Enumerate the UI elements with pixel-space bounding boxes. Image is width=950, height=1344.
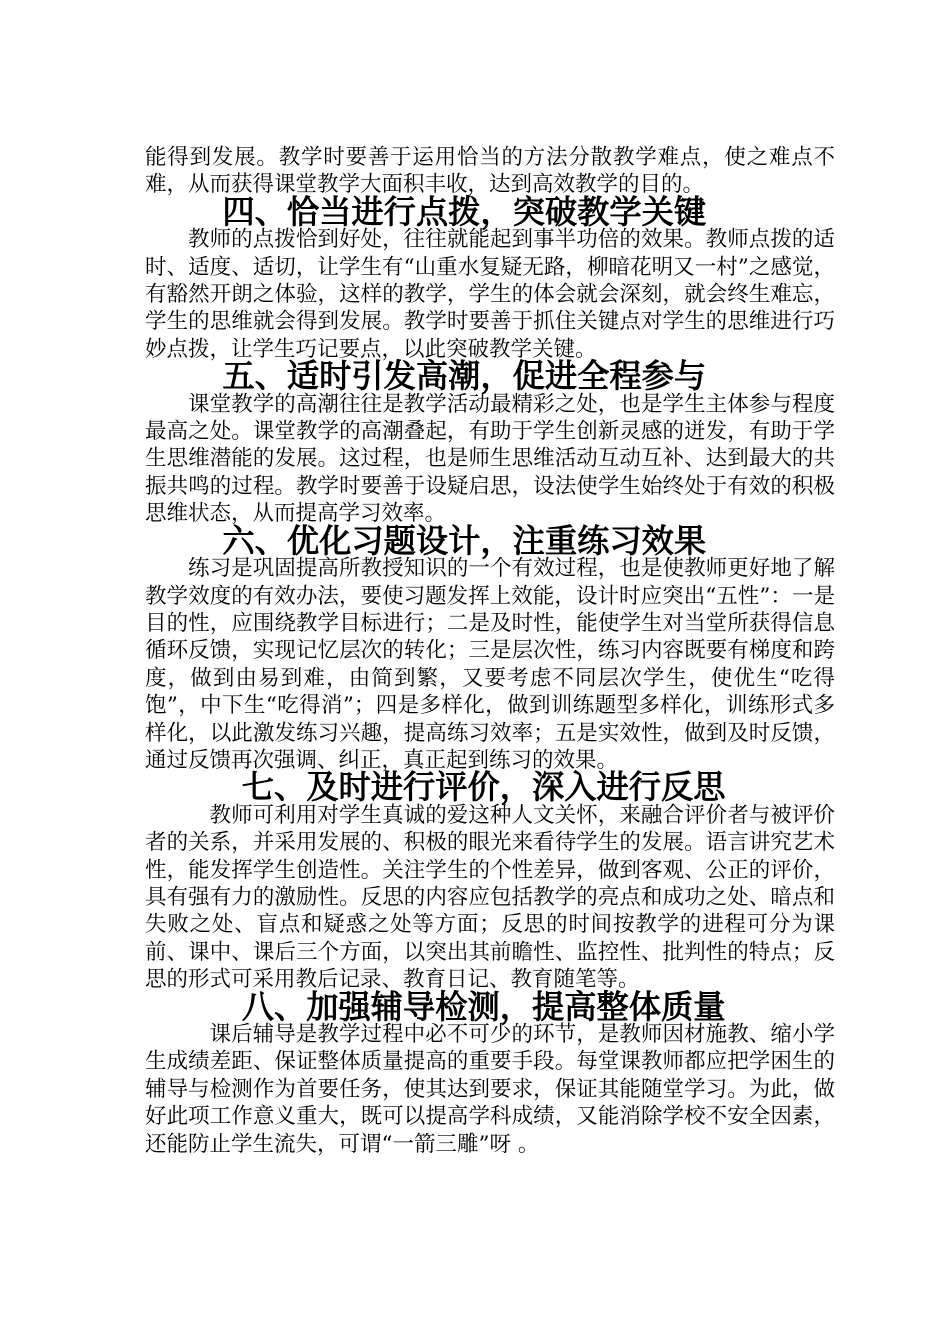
section-heading-6: 六、优化习题设计，注重练习效果 xyxy=(222,521,707,560)
section-heading-7: 七、及时进行评价，深入进行反思 xyxy=(241,768,726,807)
section-heading-8: 八、加强辅导检测，提高整体质量 xyxy=(241,987,726,1026)
section-body-6: 练习是巩固提高所教授知识的一个有效过程，也是使教师更好地了解教学效度的有效办法，要使习题发挥上效能，设计时应突出“五性”：一是目的性，应围绕教学目标进行；二是及时性，能使学生对当堂所获得信息循环反馈，实现记忆层次的转化；三是层次性，练习内容既要有梯度和跨度，做到由易到难，由简到繁，又要考虑不同层次学生，使优生“吃得饱”，中下生“吃得消”；四是多样化，做到训练题型多样化，训练形式多样化，以此激发练习兴趣，提高练习效率；五是实效性，做到及时反馈，通过反馈再次强调、纠正，真正起到练习的效果。 xyxy=(145,556,835,773)
section-body-7: 教师可利用对学生真诚的爱这种人文关怀，来融合评价者与被评价者的关系，并采用发展的、积极的眼光来看待学生的发展。语言讲究艺术性，能发挥学生创造性。关注学生的个性差异，做到客观、公正的评价，具有强有力的激励性。反思的内容应包括教学的亮点和成功之处、暗点和失败之处、盲点和疑惑之处等方面；反思的时间按教学的进程可分为课前、课中、课后三个方面，以突出其前瞻性、监控性、批判性的特点；反思的形式可采用教后记录、教育日记、教育随笔等。 xyxy=(145,802,835,993)
section-heading-5: 五、适时引发高潮，促进全程参与 xyxy=(222,357,707,396)
section-heading-4: 四、恰当进行点拨，突破教学关键 xyxy=(222,192,707,231)
intro-paragraph: 能得到发展。教学时要善于运用恰当的方法分散教学难点，使之难点不难，从而获得课堂教学大面积丰收，达到高效教学的目的。 xyxy=(145,145,835,198)
section-body-5: 课堂教学的高潮往往是教学活动最精彩之处，也是学生主体参与程度最高之处。课堂教学的高潮叠起，有助于学生创新灵感的迸发，有助于学生思维潜能的发展。这过程，也是师生思维活动互动互补、达到最大的共振共鸣的过程。教学时要善于设疑启思，设法使学生始终处于有效的积极思维状态，从而提高学习效率。 xyxy=(145,391,835,527)
section-body-4: 教师的点拨恰到好处，往往就能起到事半功倍的效果。教师点拨的适时、适度、适切，让学生有“山重水复疑无路，柳暗花明又一村”之感觉，有豁然开朗之体验，这样的教学，学生的体会就会深刻，就会终生难忘，学生的思维就会得到发展。教学时要善于抓住关键点对学生的思维进行巧妙点拨，让学生巧记要点，以此突破教学关键。 xyxy=(145,227,835,362)
section-body-8: 课后辅导是教学过程中必不可少的环节，是教师因材施教、缩小学生成绩差距、保证整体质量提高的重要手段。每堂课教师都应把学困生的辅导与检测作为首要任务，使其达到要求，保证其能随堂学习。为此，做好此项工作意义重大，既可以提高学科成绩，又能消除学校不安全因素，还能防止学生流失，可谓“一箭三雕”呀 。 xyxy=(145,1022,835,1157)
document-page xyxy=(145,144,835,1158)
